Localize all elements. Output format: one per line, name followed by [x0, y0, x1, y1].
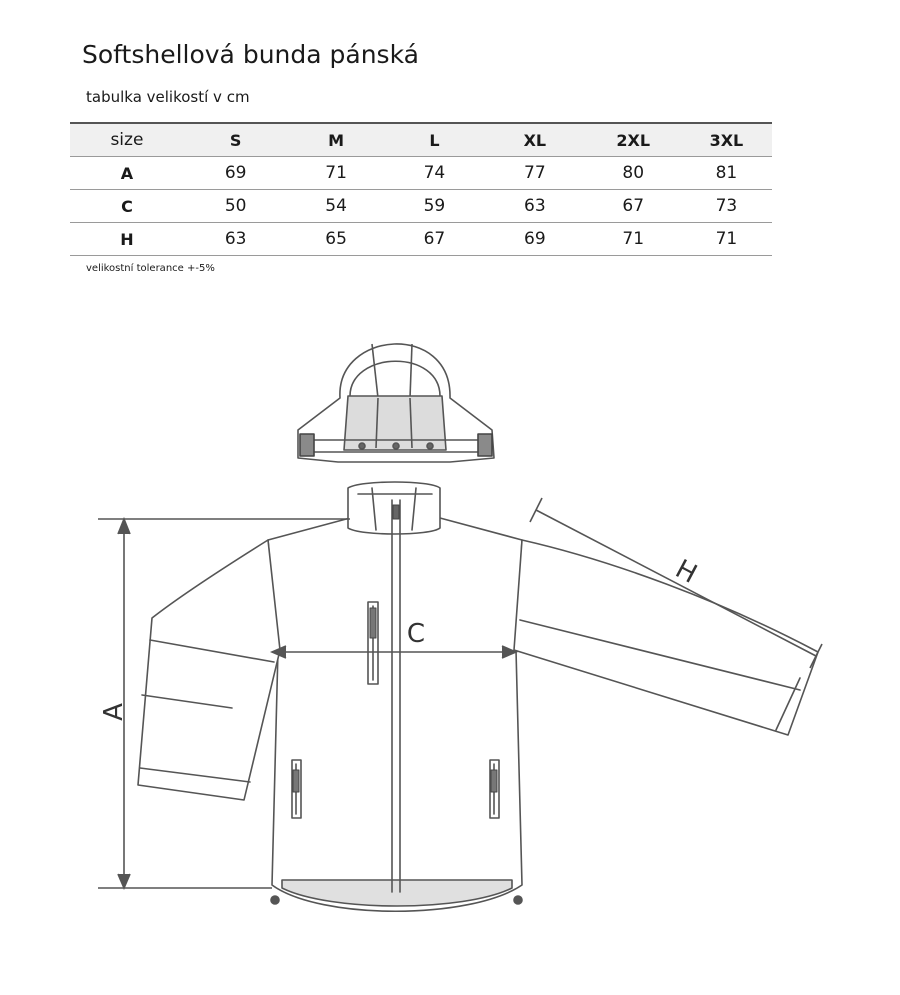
table-cell: 59 [385, 190, 484, 223]
dimension-label-h: H [670, 554, 702, 590]
table-cell: 81 [681, 157, 772, 190]
measurement-label: H [70, 223, 184, 256]
table-cell: 69 [184, 157, 288, 190]
table-cell: 71 [681, 223, 772, 256]
hood-drawing-icon [298, 344, 494, 462]
table-cell: 71 [586, 223, 681, 256]
table-cell: 74 [385, 157, 484, 190]
table-cell: 54 [287, 190, 384, 223]
table-cell: 69 [484, 223, 585, 256]
size-column-header: M [287, 123, 384, 157]
table-cell: 73 [681, 190, 772, 223]
table-cell: 67 [586, 190, 681, 223]
table-cell: 67 [385, 223, 484, 256]
tolerance-note: velikostní tolerance +-5% [86, 263, 215, 274]
size-column-header: 3XL [681, 123, 772, 157]
size-column-header: L [385, 123, 484, 157]
page-title: Softshellová bunda pánská [82, 40, 419, 69]
size-column-header: 2XL [586, 123, 681, 157]
table-cell: 50 [184, 190, 288, 223]
table-cell: 65 [287, 223, 384, 256]
table-cell: 71 [287, 157, 384, 190]
table-subtitle: tabulka velikostí v cm [86, 88, 250, 106]
table-cell: 80 [586, 157, 681, 190]
size-column-header: S [184, 123, 288, 157]
dimension-label-c: C [406, 619, 426, 649]
table-cell: 77 [484, 157, 585, 190]
dimension-label-a: A [99, 703, 129, 721]
size-column-header: XL [484, 123, 585, 157]
measurement-label: A [70, 157, 184, 190]
size-header-label: size [70, 123, 184, 157]
table-cell: 63 [184, 223, 288, 256]
table-cell: 63 [484, 190, 585, 223]
jacket-drawing-icon [138, 482, 818, 911]
measurement-label: C [70, 190, 184, 223]
